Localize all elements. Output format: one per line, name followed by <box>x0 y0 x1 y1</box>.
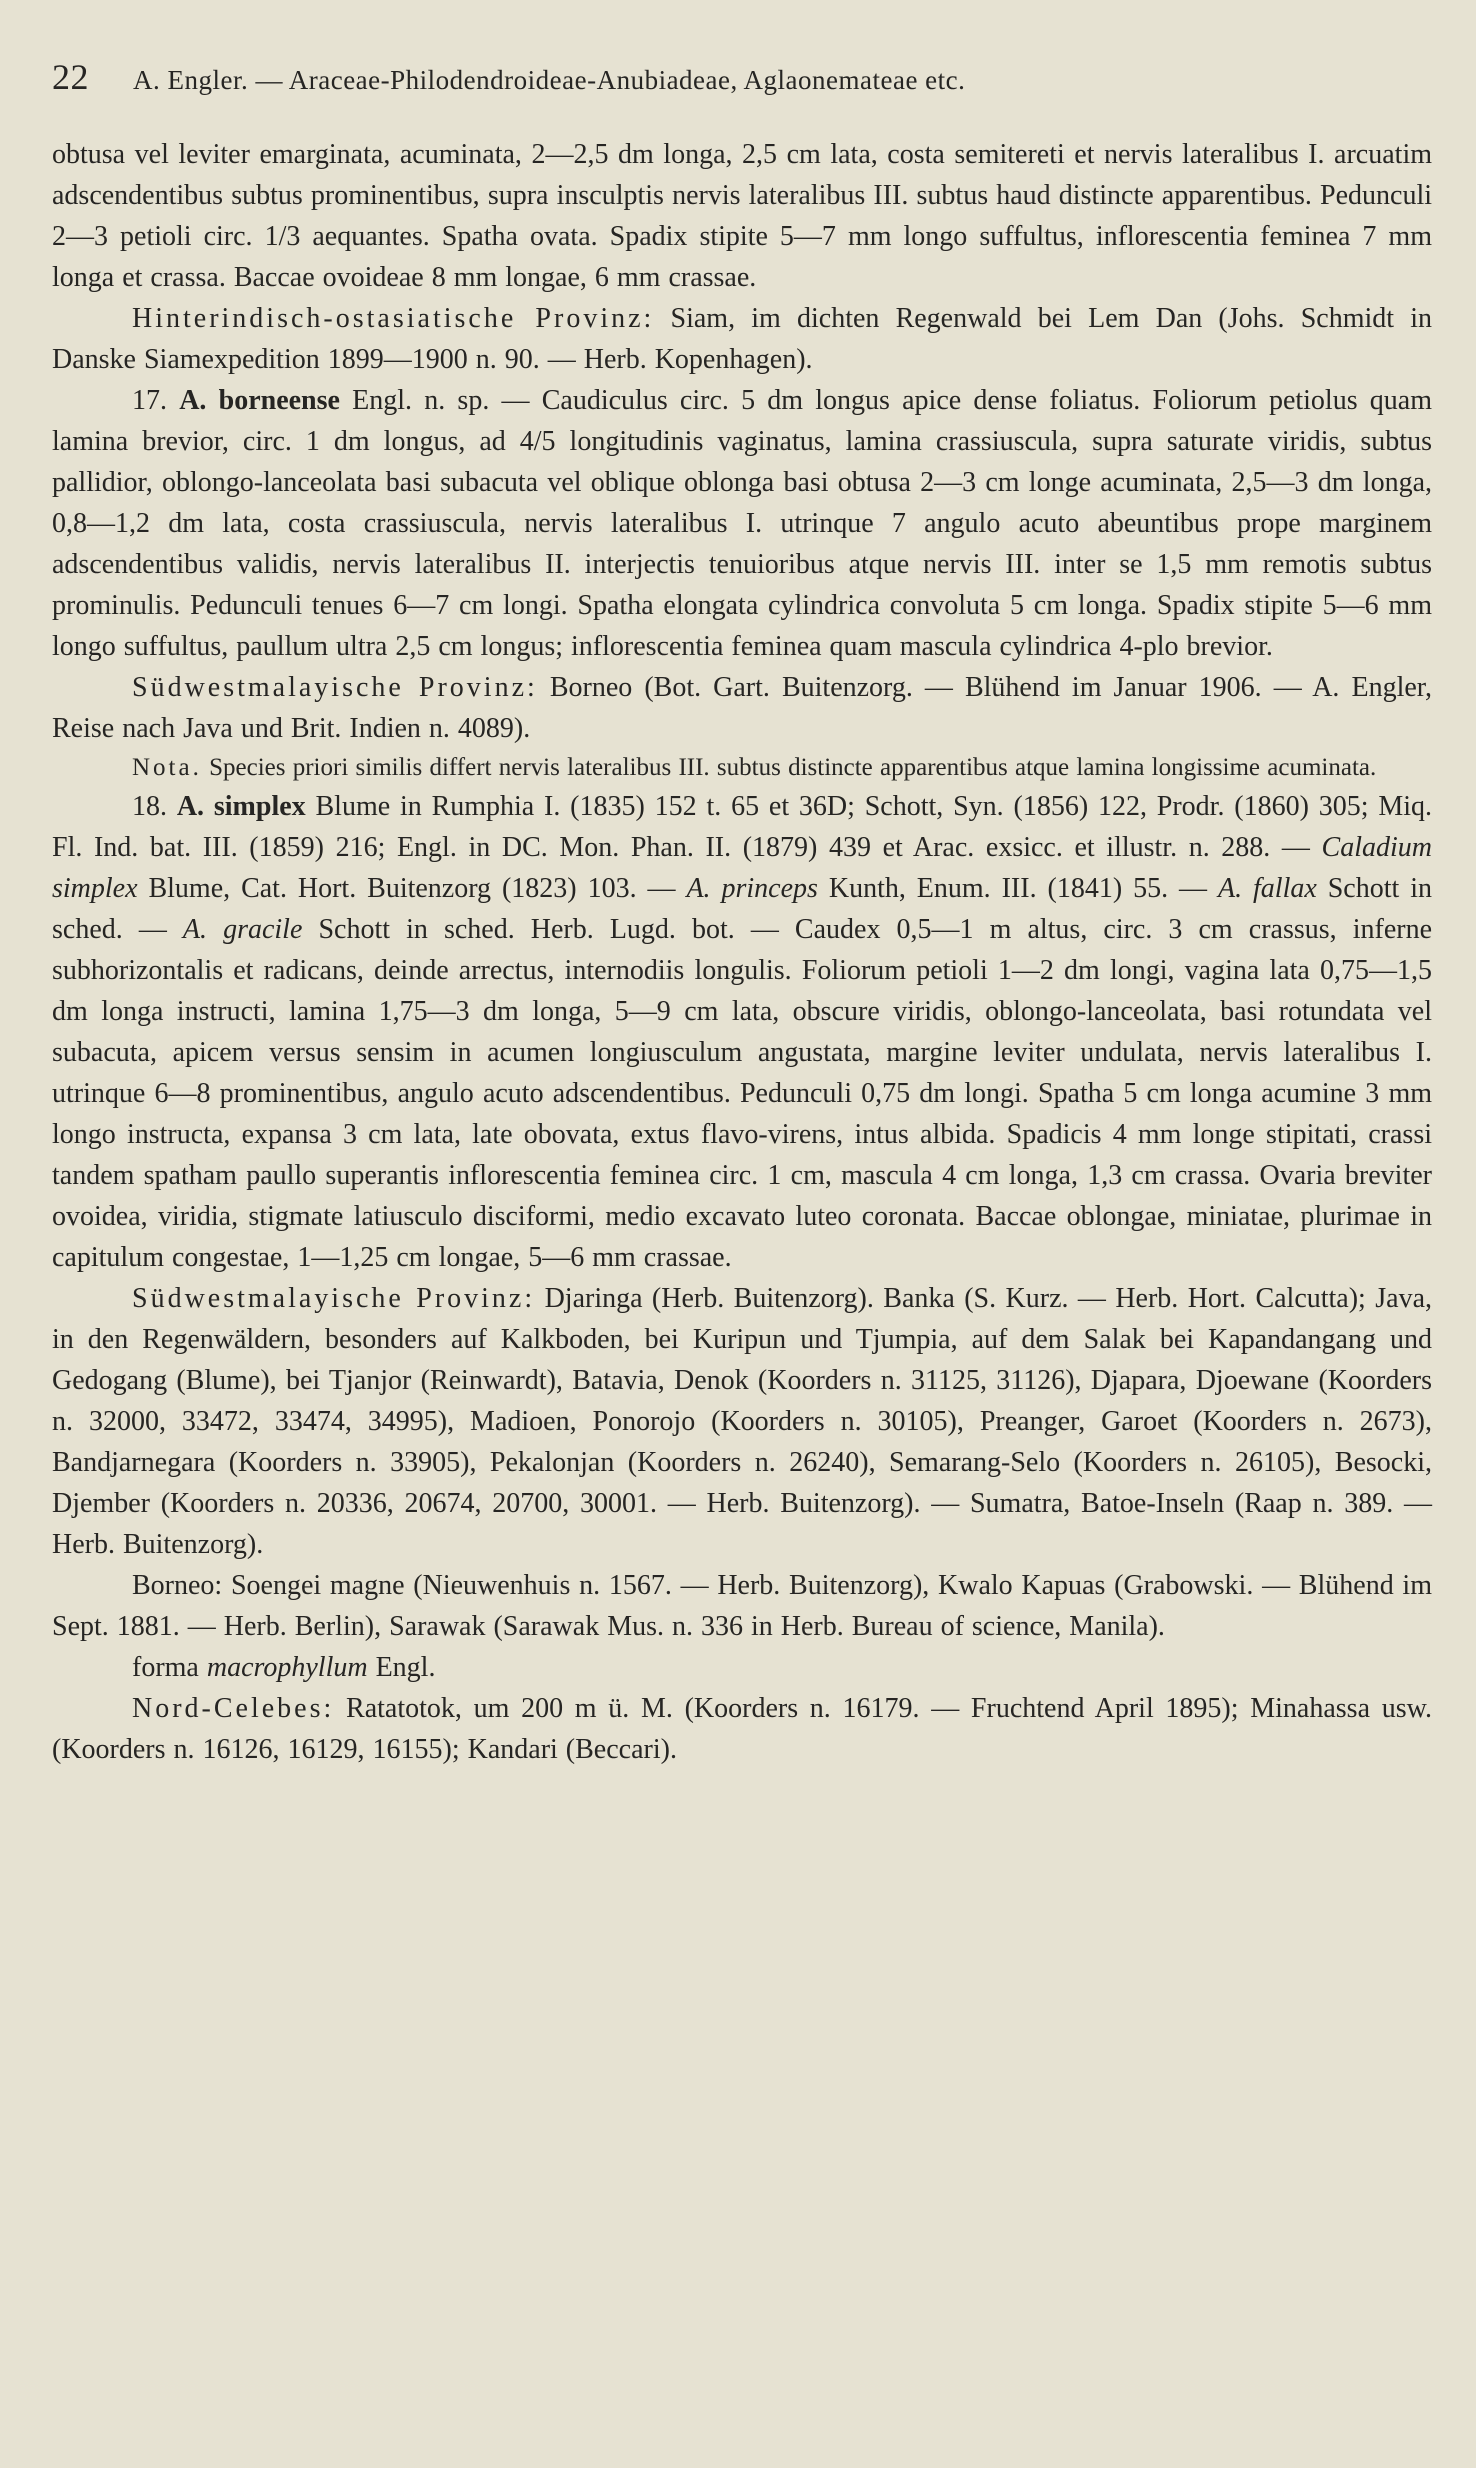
synonym-name: A. gracile <box>182 914 303 945</box>
paragraph-species-17 <box>52 380 1432 667</box>
paragraph-species-18 <box>52 786 1432 1278</box>
paragraph-text: Schott in sched. — <box>52 873 1433 945</box>
synonym-name: A. princeps <box>686 873 818 904</box>
paragraph-text: obtusa vel leviter emarginata, acuminata, 2—2,5 dm longa, 2,5 cm lata, costa semitereti et nervis lateralibus I. arcuatim adscendentibus subtus prominentibus, supra insculptis nervis lateralibus III. subtus haud distincte apparentibus. Pedunculi 2—3 petioli circ. 1/3 aequantes. Spatha ovata. Spadix stipite 5—7 mm longo suffultus, inflorescentia feminea 7 mm longa et crassa. Baccae ovoideae 8 mm longae, 6 mm crassae. <box>52 139 1432 293</box>
paragraph-text: Engl. n. sp. — Caudiculus circ. 5 dm longus apice dense foliatus. Foliorum petiolus quam lamina brevior, circ. 1 dm longus, ad 4/5 longitudinis vaginatus, lamina crassiuscula, supra saturate viridis, subtus pallidior, oblongo-lanceolata basi subacuta vel oblique oblonga basi obtusa 2—3 cm longe acuminata, 2,5—3 dm longa, 0,8—1,2 dm lata, costa crassiuscula, nervis lateralibus I. utrinque 7 angulo acuto abeuntibus prope marginem adscendentibus validis, nervis lateralibus II. interjectis tenuioribus atque nervis III. inter se 1,5 mm remotis subtus prominulis. Pedunculi tenues 6—7 cm longi. Spatha elongata cylindrica convoluta 5 cm longa. Spadix stipite 5—6 mm longo suffultus, paullum ultra 2,5 cm longus; inflorescentia feminea quam mascula cylindrica 4-plo brevior. <box>52 385 1433 662</box>
species-number: 18. <box>132 791 167 822</box>
species-number: 17. <box>132 385 167 416</box>
paragraph-forma <box>52 1647 1432 1688</box>
paragraph-text: Blume in Rumphia I. (1835) 152 t. 65 et 36D; Schott, Syn. (1856) 122, Prodr. (1860) 305; Miq. Fl. Ind. bat. III. (1859) 216; Engl. in DC. Mon. Phan. II. (1879) 439 et Arac. exsicc. et illustr. n. 288. — <box>52 791 1433 863</box>
forma-name: macrophyllum <box>206 1652 368 1683</box>
paragraph-text: Species priori similis differt nervis lateralibus III. subtus distincte apparentibus atque lamina longissime acuminata. <box>209 754 1377 781</box>
running-header <box>52 56 1432 98</box>
paragraph-distribution-celebes <box>52 1688 1432 1770</box>
paragraph-distribution-java <box>52 1278 1432 1565</box>
forma-author: Engl. <box>375 1652 436 1683</box>
nota-label: Nota. <box>132 754 202 781</box>
province-label: Hinterindisch-ostasiatische Provinz: <box>132 303 655 334</box>
text-body <box>52 134 1432 1770</box>
paragraph-text: Borneo: Soengei magne (Nieuwenhuis n. 1567. — Herb. Buitenzorg), Kwalo Kapuas (Grabowski. — Blühend im Sept. 1881. — Herb. Berlin), Sarawak (Sarawak Mus. n. 336 in Herb. Bureau of science, Manila). <box>52 1570 1432 1642</box>
paragraph-distribution-siam <box>52 298 1432 380</box>
species-name: A. simplex <box>176 791 306 822</box>
page-number: 22 <box>52 57 89 97</box>
paragraph-description-end <box>52 134 1432 298</box>
paragraph-distribution-borneo-2 <box>52 1565 1432 1647</box>
forma-prefix: forma <box>132 1652 199 1683</box>
paragraph-text: Kunth, Enum. III. (1841) 55. — <box>828 873 1208 904</box>
paragraph-distribution-borneo <box>52 667 1432 749</box>
paragraph-text: Siam, im dichten Regenwald bei Lem Dan (Johs. Schmidt in Danske Siamexpedition 1899—1900 n. 90. — Herb. Kopenhagen). <box>52 303 1433 375</box>
paragraph-text: Djaringa (Herb. Buitenzorg). Banka (S. Kurz. — Herb. Hort. Calcutta); Java, in den Regenwäldern, besonders auf Kalkboden, bei Kuripun und Tjumpia, auf dem Salak bei Kapandangang und Gedogang (Blume), bei Tjanjor (Reinwardt), Batavia, Denok (Koorders n. 31125, 31126), Djapara, Djoewane (Koorders n. 32000, 33472, 33474, 34995), Madioen, Ponorojo (Koorders n. 30105), Preanger, Garoet (Koorders n. 2673), Bandjarnegara (Koorders n. 33905), Pekalonjan (Koorders n. 26240), Semarang-Selo (Koorders n. 26105), Besocki, Djember (Koorders n. 20336, 20674, 20700, 30001. — Herb. Buitenzorg). — Sumatra, Batoe-Inseln (Raap n. 389. — Herb. Buitenzorg). <box>52 1283 1433 1560</box>
province-label: Südwestmalayische Provinz: <box>132 672 538 703</box>
province-label: Nord-Celebes: <box>132 1693 335 1724</box>
paragraph-text: Borneo (Bot. Gart. Buitenzorg. — Blühend im Januar 1906. — A. Engler, Reise nach Java und Brit. Indien n. 4089). <box>52 672 1432 744</box>
synonym-name: A. fallax <box>1217 873 1317 904</box>
species-name: A. borneense <box>179 385 340 416</box>
synonym-name: Caladium simplex <box>52 832 1433 904</box>
paragraph-text: Blume, Cat. Hort. Buitenzorg (1823) 103. — <box>148 873 676 904</box>
paragraph-nota <box>52 749 1432 786</box>
paragraph-text: Ratatotok, um 200 m ü. M. (Koorders n. 16179. — Fruchtend April 1895); Minahassa usw. (Koorders n. 16126, 16129, 16155); Kandari (Beccari). <box>52 1693 1433 1765</box>
province-label: Südwestmalayische Provinz: <box>132 1283 536 1314</box>
paragraph-text: Schott in sched. Herb. Lugd. bot. — Caudex 0,5—1 m altus, circ. 3 cm crassus, inferne subhorizontalis et radicans, deinde arrectus, internodiis longulis. Foliorum petioli 1—2 dm longi, vagina lata 0,75—1,5 dm longa instructi, lamina 1,75—3 dm longa, 5—9 cm lata, obscure viridis, oblongo-lanceolata, basi rotundata vel subacuta, apicem versus sensim in acumen longiusculum angustata, margine leviter undulata, nervis lateralibus I. utrinque 6—8 prominentibus, angulo acuto adscendentibus. Pedunculi 0,75 dm longi. Spatha 5 cm longa acumine 3 mm longo instructa, expansa 3 cm lata, late obovata, extus flavo-virens, intus albida. Spadicis 4 mm longe stipitati, crassi tandem spatham paullo superantis inflorescentia feminea circ. 1 cm, mascula 4 cm longa, 1,3 cm crassa. Ovaria breviter ovoidea, viridia, stigmate latiusculo disciformi, medio excavato luteo coronata. Baccae oblongae, miniatae, plurimae in capitulum congestae, 1—1,25 cm longae, 5—6 mm crassae. <box>52 914 1433 1273</box>
running-title: A. Engler. — Araceae-Philodendroideae-Anubiadeae, Aglaonemateae etc. <box>133 65 966 95</box>
